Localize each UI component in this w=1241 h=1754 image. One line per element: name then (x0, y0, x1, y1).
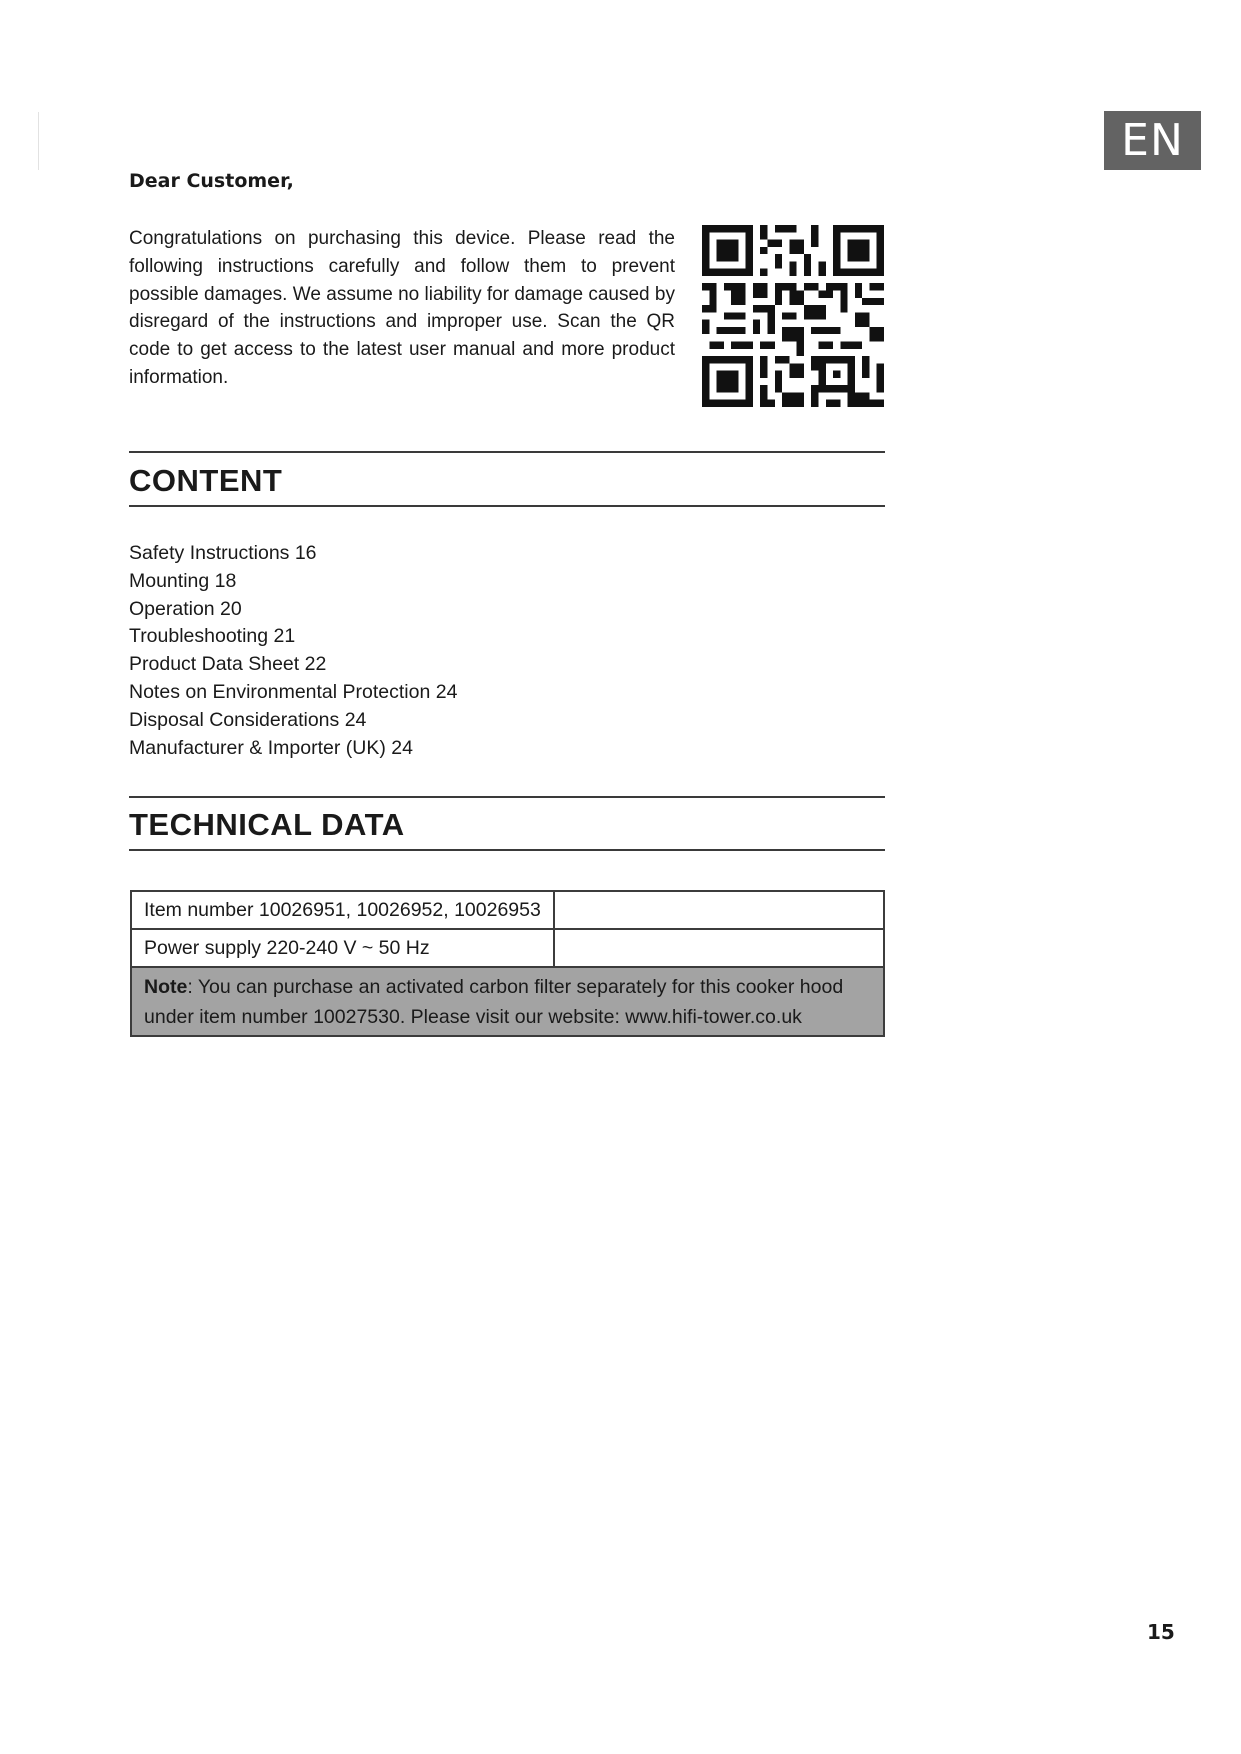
toc-item[interactable]: Safety Instructions 16 (129, 542, 317, 564)
table-row (131, 929, 884, 967)
tech-data-table (130, 890, 885, 1037)
content-rule-top (129, 451, 885, 453)
toc-item[interactable]: Manufacturer & Importer (UK) 24 (129, 736, 413, 759)
tech-rule-top (129, 796, 885, 798)
toc-item[interactable]: Product Data Sheet 22 (129, 653, 327, 676)
content-rule-bottom (129, 505, 885, 507)
language-badge: EN (1104, 111, 1201, 170)
toc-item[interactable]: Operation 20 (129, 597, 242, 620)
table-row (131, 891, 884, 929)
toc-item[interactable]: Notes on Environmental Protection 24 (129, 680, 458, 703)
margin-mark (38, 112, 39, 170)
toc-item[interactable]: Mounting 18 (129, 569, 237, 592)
greeting: Dear Customer, (129, 170, 294, 192)
tech-rule-bottom (129, 849, 885, 851)
table-row (131, 967, 884, 1036)
toc-item[interactable]: Disposal Considerations 24 (129, 708, 367, 731)
item-number-text: Item number 10026951, 10026952, 10026953 (144, 898, 541, 921)
item-number-cell (131, 891, 554, 929)
table-of-contents (129, 540, 457, 762)
note-label: Note (144, 976, 188, 998)
note-text: : You can purchase an activated carbon filter separately for this cooker hood under item number 10027530. Please visit our website: www.hifi-tower.co.uk (144, 976, 844, 1028)
page-number: 15 (1147, 1620, 1175, 1644)
power-supply-cell: Power supply 220-240 V ~ 50 Hz (131, 929, 554, 967)
qr-code-icon (702, 224, 884, 408)
toc-item[interactable]: Troubleshooting 21 (129, 625, 296, 648)
note-cell (131, 967, 884, 1036)
content-heading: CONTENT (129, 463, 283, 498)
empty-cell (554, 929, 884, 967)
tech-heading: TECHNICAL DATA (129, 807, 405, 842)
empty-cell (554, 891, 884, 929)
intro-paragraph: Congratulations on purchasing this device. Please read the following instructions carefully and follow them to prevent possible damages. We assume no liability for damage caused by disregard of the instructions and improper use. Scan the QR code to get access to the latest user manual and more product information. (129, 228, 675, 388)
